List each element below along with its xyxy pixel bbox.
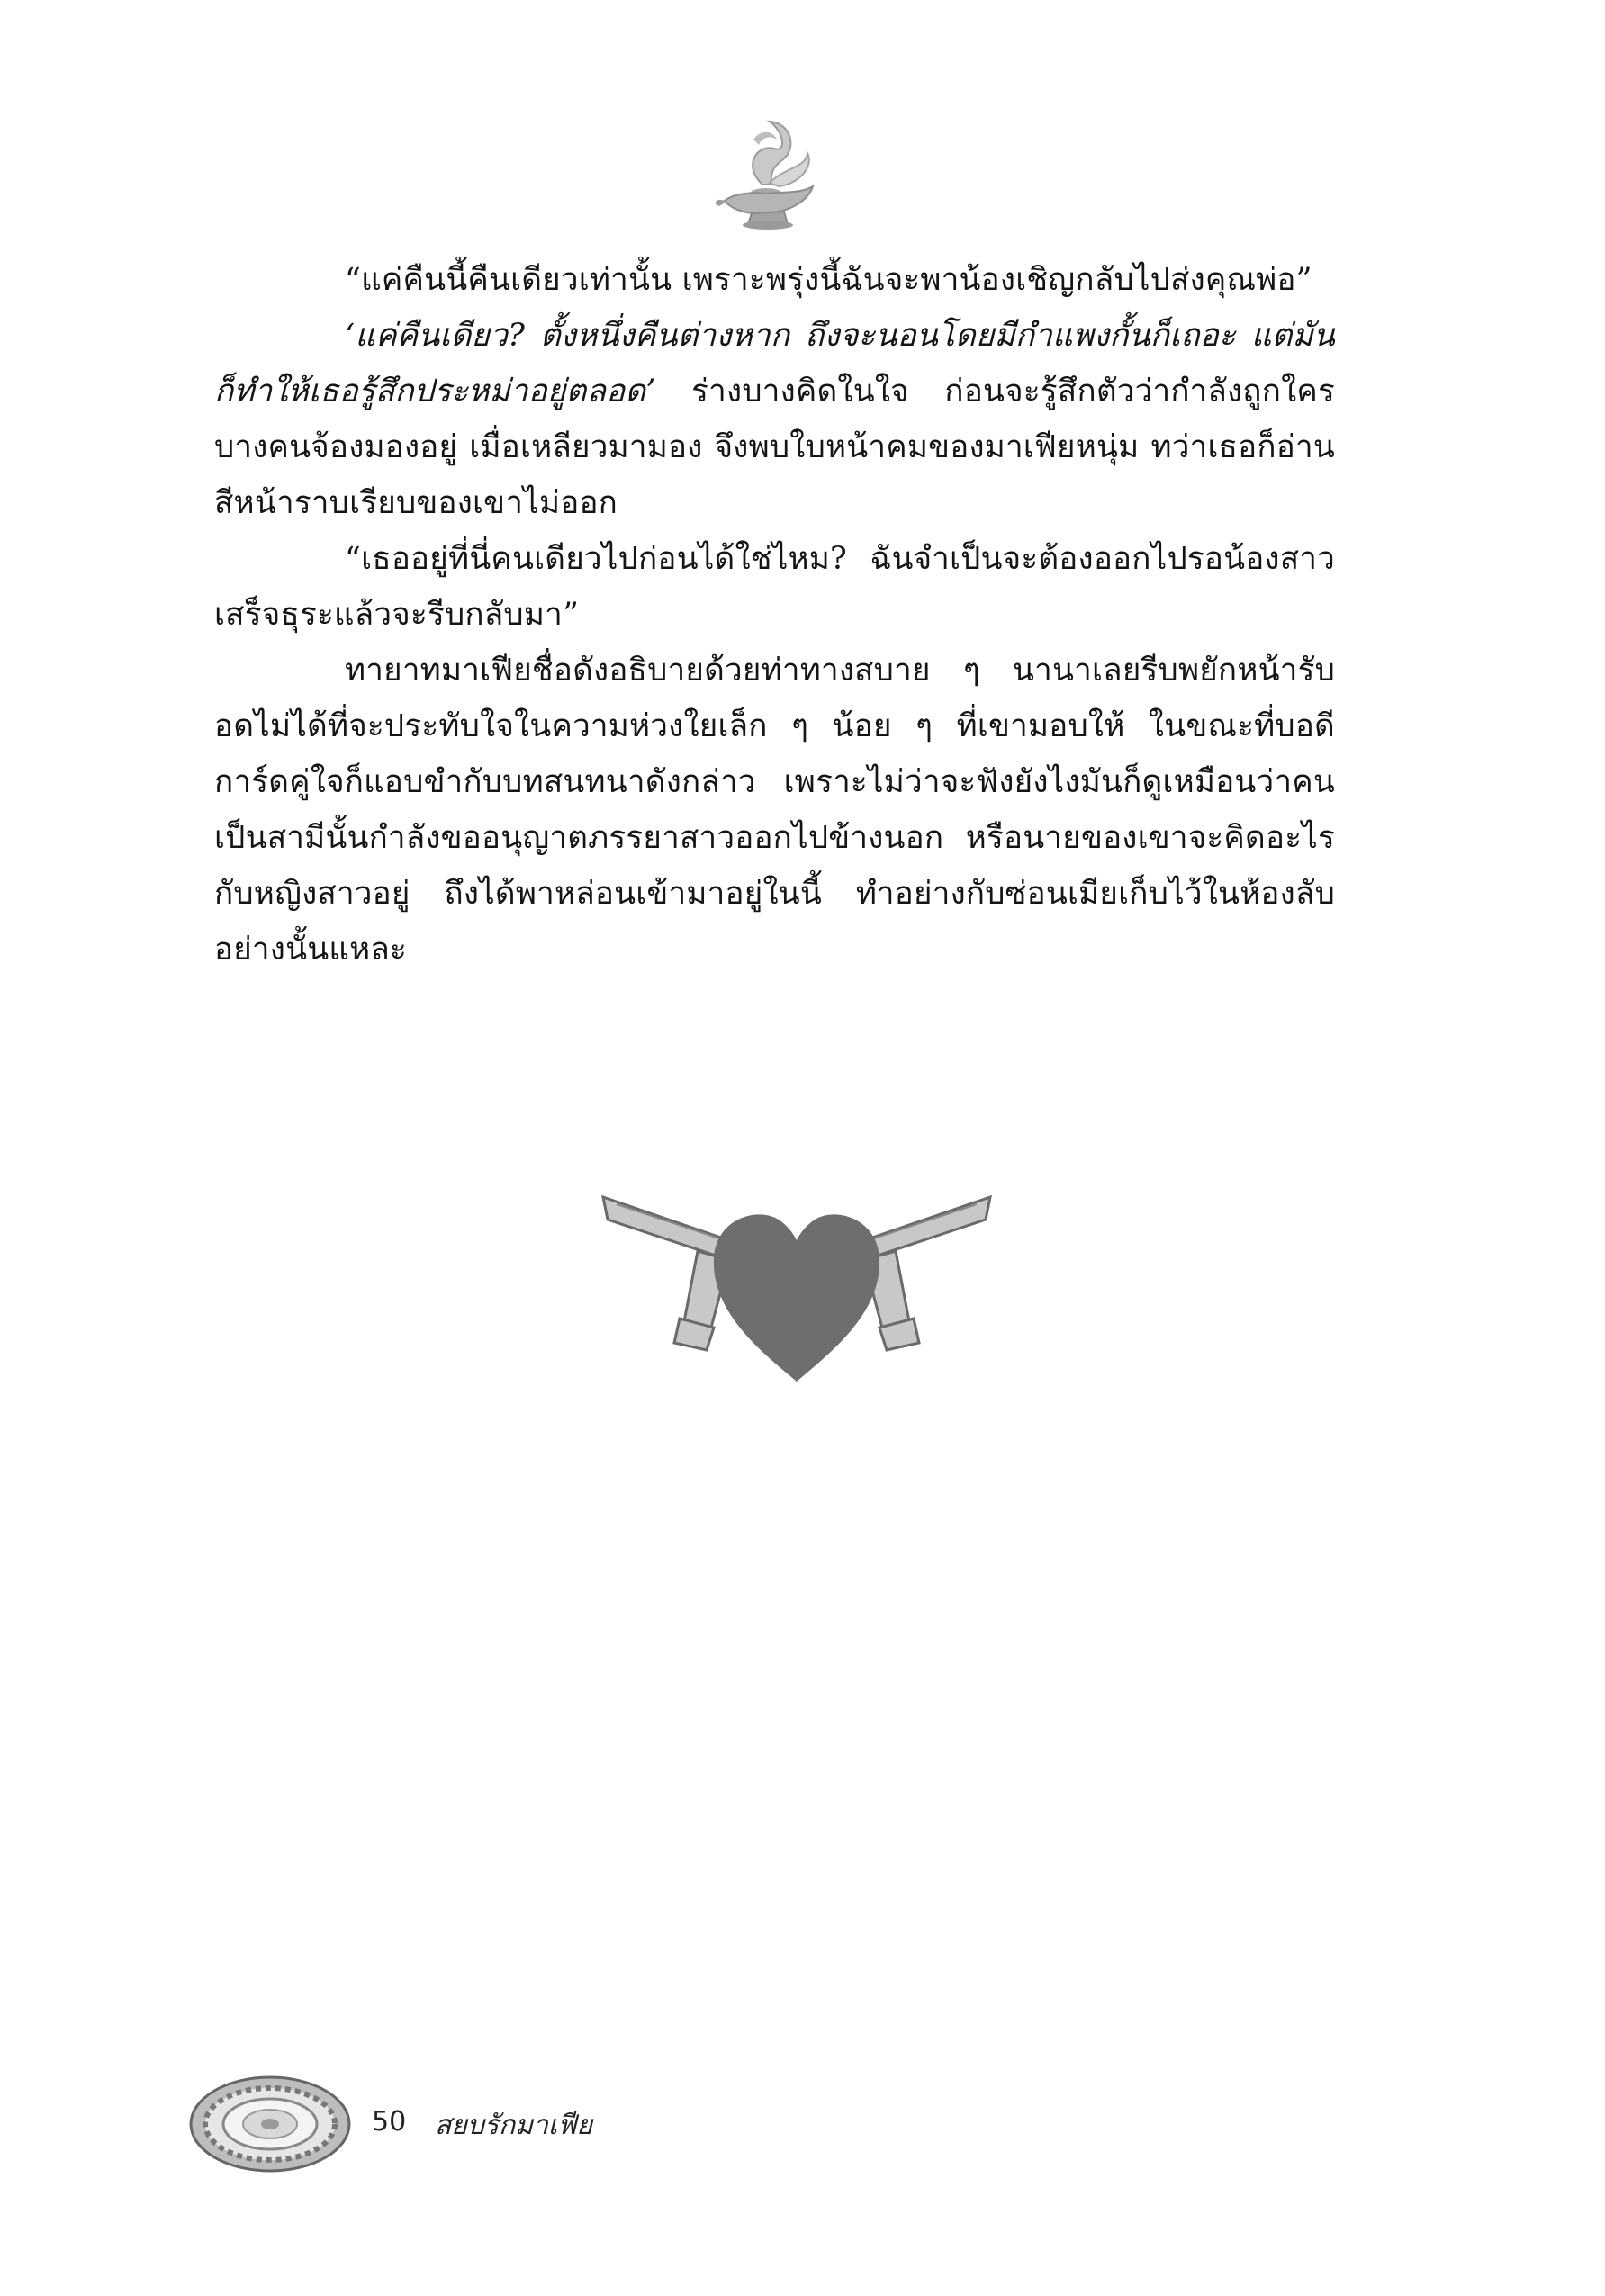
paragraph-3: “เธออยู่ที่นี่คนเดียวไปก่อนได้ใช่ไหม? ฉันจำเป็นจะต้องออกไปรอน้องสาว เสร็จธุระแล้วจะรีบกลับมา” — [214, 541, 1335, 633]
genie-lamp-icon — [707, 104, 824, 234]
page-footer — [185, 2070, 725, 2178]
page-number: 50 — [372, 2106, 407, 2138]
book-title: สยบรักมาเฟีย — [435, 2110, 592, 2141]
story-text — [214, 252, 1335, 977]
paragraph-1: “แค่คืนนี้คืนเดียวเท่านั้น เพราะพรุ่งนี้ฉันจะพาน้องเชิญกลับไปส่งคุณพ่อ” — [345, 262, 1312, 298]
roulette-wheel-icon — [185, 2070, 356, 2176]
paragraph-2: ‘แค่คืนเดียว? ตั้งหนึ่งคืนต่างหาก ถึงจะนอนโดยมีกำแพงกั้นก็เถอะ แต่มันก็ทำให้เธอรู้สึกประหม่าอยู่ตลอด’ ร่างบางคิดในใจ ก่อนจะรู้สึกตัวว่ากำลังถูกใครบางคนจ้องมองอยู่ เมื่อเหลียวมามอง จึงพบใบหน้าคมของมาเฟียหนุ่ม ทว่าเธอก็อ่านสีหน้าราบเรียบของเขาไม่ออก — [214, 318, 1335, 521]
paragraph-4: ทายาทมาเฟียชื่อดังอธิบายด้วยท่าทางสบาย ๆ นานาเลยรีบพยักหน้ารับ อดไม่ได้ที่จะประทับใจในความห่วงใยเล็ก ๆ น้อย ๆ ที่เขามอบให้ ในขณะที่บอดีการ์ดคู่ใจก็แอบขำกับบทสนทนาดังกล่าว เพราะไม่ว่าจะฟังยังไงมันก็ดูเหมือนว่าคนเป็นสามีนั้นกำลังขออนุญาตภรรยาสาวออกไปข้างนอก หรือนายของเขาจะคิดอะไรกับหญิงสาวอยู่ ถึงได้พาหล่อนเข้ามาอยู่ในนี้ ทำอย่างกับซ่อนเมียเก็บไว้ในห้องลับอย่างนั้นแหละ — [214, 653, 1335, 968]
heart-with-pistols-icon — [599, 1179, 995, 1386]
